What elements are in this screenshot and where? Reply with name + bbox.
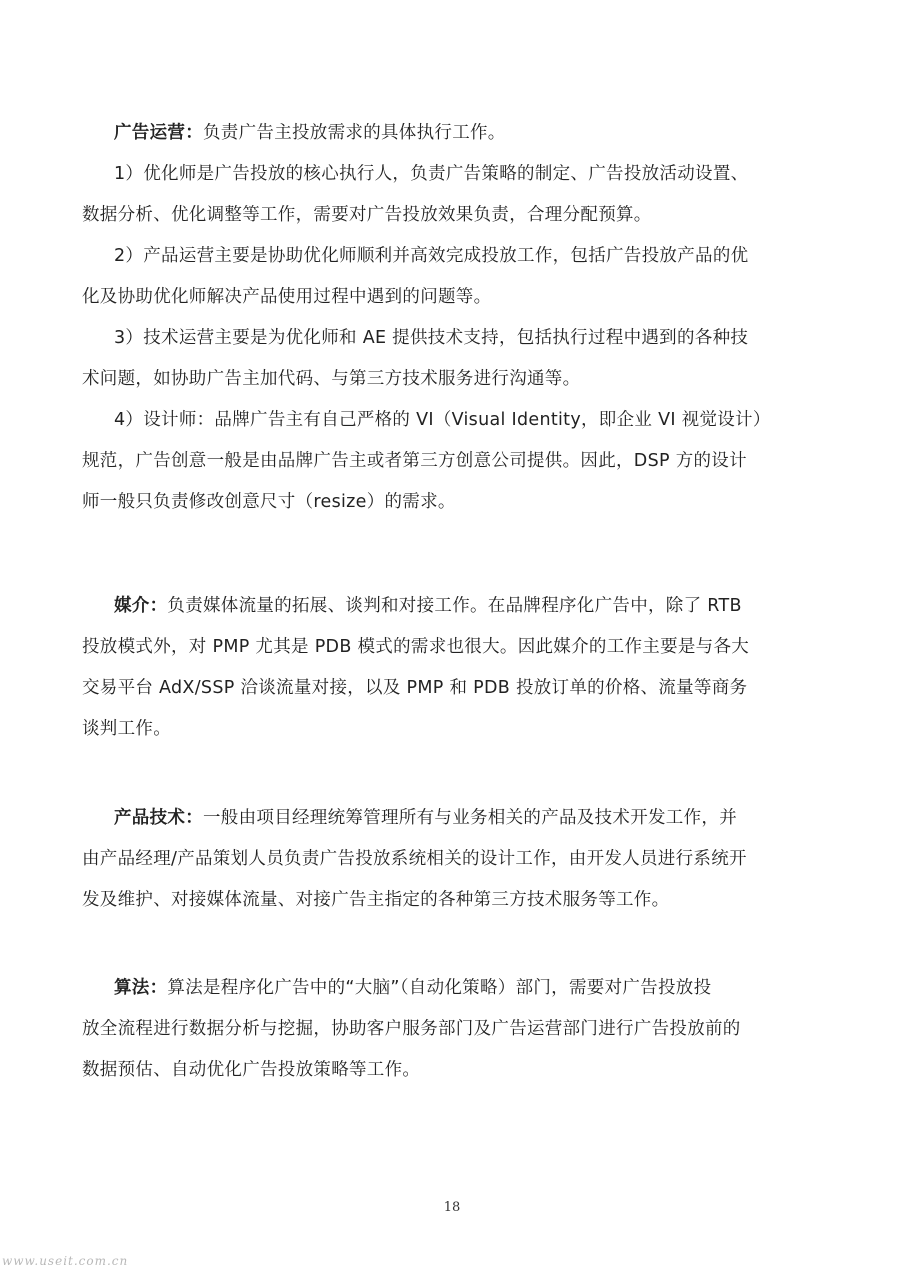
page-number: 18 xyxy=(443,1200,461,1215)
section-algorithm xyxy=(82,968,822,1091)
ad-ops-intro: 负责广告主投放需求的具体执行工作。 xyxy=(203,123,506,143)
ad-ops-p4-line1: 4）设计师：品牌广告主有自己严格的 VI（Visual Identity，即企业 VI 视觉设计） xyxy=(114,410,771,430)
section-product-tech xyxy=(82,798,822,921)
media-line1 xyxy=(82,586,822,627)
media-line1-text: 负责媒体流量的拓展、谈判和对接工作。在品牌程序化广告中，除了 RTB xyxy=(167,596,742,616)
product-tech-line1 xyxy=(82,798,822,839)
media-line3: 交易平台 AdX/SSP 洽谈流量对接，以及 PMP 和 PDB 投放订单的价格、流量等商务 xyxy=(82,678,748,698)
media-heading: 媒介： xyxy=(114,596,168,616)
product-tech-line1-text: 一般由项目经理统筹管理所有与业务相关的产品及技术开发工作，并 xyxy=(203,808,737,828)
watermark: www.useit.com.cn xyxy=(2,1254,129,1268)
algorithm-line3: 数据预估、自动优化广告投放策略等工作。 xyxy=(82,1060,421,1080)
ad-ops-p4-line2: 规范，广告创意一般是由品牌广告主或者第三方创意公司提供。因此，DSP 方的设计 xyxy=(82,451,747,471)
section-media xyxy=(82,586,822,750)
ad-ops-p2-line1: 2）产品运营主要是协助优化师顺利并高效完成投放工作，包括广告投放产品的优 xyxy=(114,246,749,266)
ad-ops-heading: 广告运营： xyxy=(114,123,203,143)
product-tech-line3: 发及维护、对接媒体流量、对接广告主指定的各种第三方技术服务等工作。 xyxy=(82,890,670,910)
ad-ops-p1-line2: 数据分析、优化调整等工作，需要对广告投放效果负责，合理分配预算。 xyxy=(82,205,652,225)
media-line2: 投放模式外，对 PMP 尤其是 PDB 模式的需求也很大。因此媒介的工作主要是与各大 xyxy=(82,637,750,657)
product-tech-heading: 产品技术： xyxy=(114,808,203,828)
ad-ops-p3-line2: 术问题，如协助广告主加代码、与第三方技术服务进行沟通等。 xyxy=(82,369,581,389)
algorithm-line1 xyxy=(82,968,822,1009)
algorithm-line2: 放全流程进行数据分析与挖掘，协助客户服务部门及广告运营部门进行广告投放前的 xyxy=(82,1019,741,1039)
ad-ops-p3-line1: 3）技术运营主要是为优化师和 AE 提供技术支持，包括执行过程中遇到的各种技 xyxy=(114,328,749,348)
ad-ops-p1-line1: 1）优化师是广告投放的核心执行人，负责广告策略的制定、广告投放活动设置、 xyxy=(114,164,749,184)
ad-ops-p2-line2: 化及协助优化师解决产品使用过程中遇到的问题等。 xyxy=(82,287,492,307)
media-line4: 谈判工作。 xyxy=(82,719,171,739)
algorithm-line1-text: 算法是程序化广告中的“大脑”（自动化策略）部门，需要对广告投放投 xyxy=(167,978,712,998)
algorithm-heading: 算法： xyxy=(114,978,168,998)
section-ad-operations xyxy=(82,113,822,523)
product-tech-line2: 由产品经理/产品策划人员负责广告投放系统相关的设计工作，由开发人员进行系统开 xyxy=(82,849,747,869)
ad-ops-intro-line xyxy=(82,113,822,154)
ad-ops-p4-line3: 师一般只负责修改创意尺寸（resize）的需求。 xyxy=(82,492,456,512)
